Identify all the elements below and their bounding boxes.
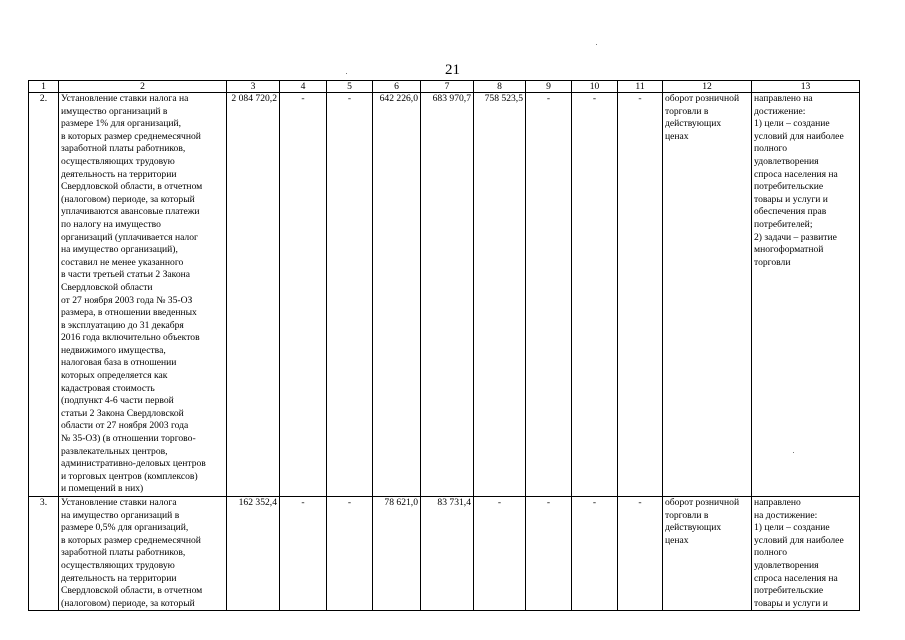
value-cell: - (572, 497, 618, 611)
table-row (29, 93, 860, 497)
column-header: 11 (618, 81, 663, 93)
tax-benefit-table (28, 80, 860, 611)
value-cell: - (474, 497, 526, 611)
value-cell: 683 970,7 (421, 93, 474, 497)
value-cell: 162 352,4 (227, 497, 280, 611)
value-cell: - (327, 497, 373, 611)
value-cell: - (280, 497, 327, 611)
value-cell: 78 621,0 (373, 497, 421, 611)
value-cell: - (526, 497, 572, 611)
goal-cell: направлено на достижение: 1) цели – создание условий для наиболее полного удовлетворения спроса населения на потребительские товары и услуги и (752, 497, 860, 611)
value-cell: 758 523,5 (474, 93, 526, 497)
column-header: 9 (526, 81, 572, 93)
column-header: 3 (227, 81, 280, 93)
value-cell: - (572, 93, 618, 497)
row-number: 3. (29, 497, 59, 611)
value-cell: - (327, 93, 373, 497)
scan-speck (346, 73, 347, 74)
value-cell: 642 226,0 (373, 93, 421, 497)
column-header: 1 (29, 81, 59, 93)
scan-speck (793, 452, 794, 453)
value-cell: - (526, 93, 572, 497)
value-cell: - (618, 93, 663, 497)
indicator-cell: оборот розничной торговли в действующих ценах (663, 497, 752, 611)
column-header: 12 (663, 81, 752, 93)
column-header: 2 (59, 81, 227, 93)
value-cell: - (280, 93, 327, 497)
column-header: 13 (752, 81, 860, 93)
indicator-cell: оборот розничной торговли в действующих ценах (663, 93, 752, 497)
goal-cell: направлено на достижение: 1) цели – создание условий для наиболее полного удовлетворения спроса населения на потребительские товары и услуги и обеспечения прав потребителей; 2) задачи – развитие многоформатной торговли (752, 93, 860, 497)
column-header: 6 (373, 81, 421, 93)
value-cell: - (618, 497, 663, 611)
column-header: 4 (280, 81, 327, 93)
scan-speck (596, 44, 597, 45)
header-row (29, 81, 860, 93)
column-header: 8 (474, 81, 526, 93)
benefit-description: Установление ставки налога на имущество организаций в размере 1% для организаций, в которых размер среднемесячной заработной платы работников, осуществляющих трудовую деятельность на территории Свердловской области, в отчетном (налоговом) периоде, за который уплачиваются авансовые платежи по налогу на имущество организаций (уплачивается налог на имущество организаций), составил не менее указанного в части третьей статьи 2 Закона Свердловской области от 27 ноября 2003 года № 35-ОЗ размера, в отношении введенных в эксплуатацию до 31 декабря 2016 года включительно объектов недвижимого имущества, налоговая база в отношении которых определяется как кадастровая стоимость (подпункт 4-6 части первой статьи 2 Закона Свердловской области от 27 ноября 2003 года № 35-ОЗ) (в отношении торгово- развлекательных центров, административно-деловых центров и торговых центров (комплексов) и помещений в них) (59, 93, 227, 497)
row-number: 2. (29, 93, 59, 497)
benefit-description: Установление ставки налога на имущество организаций в размере 0,5% для организаций, в которых размер среднемесячной заработной платы работников, осуществляющих трудовую деятельность на территории Свердловской области, в отчетном (налоговом) периоде, за который (59, 497, 227, 611)
column-header: 7 (421, 81, 474, 93)
value-cell: 2 084 720,2 (227, 93, 280, 497)
column-header: 5 (327, 81, 373, 93)
column-header: 10 (572, 81, 618, 93)
table-row (29, 497, 860, 611)
page-number: 21 (445, 62, 460, 78)
value-cell: 83 731,4 (421, 497, 474, 611)
